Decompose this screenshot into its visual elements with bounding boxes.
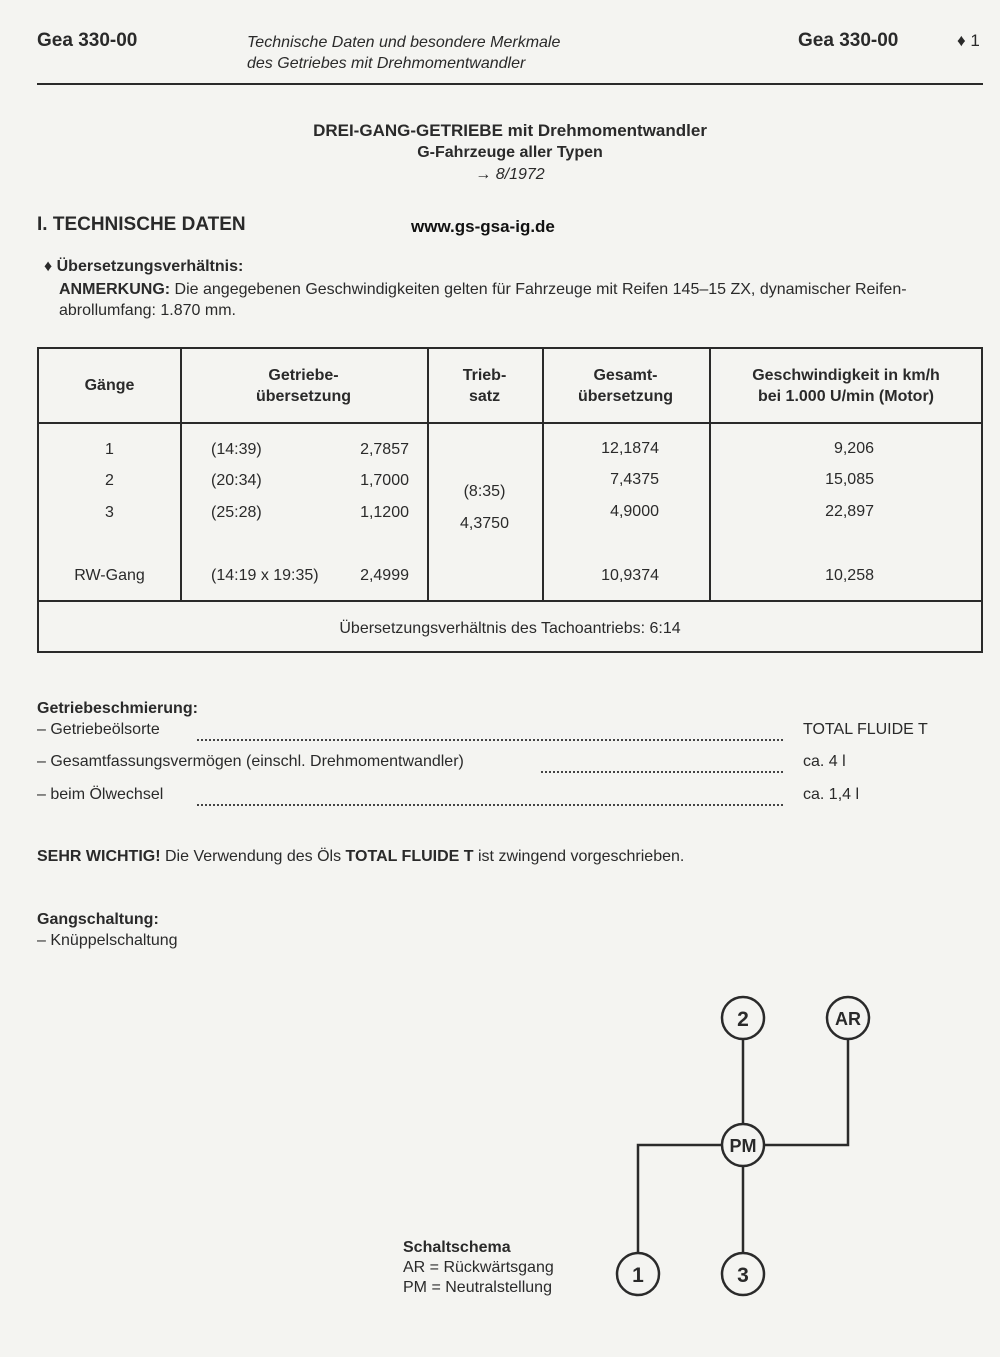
cell-ratio: 1,1200 — [360, 504, 409, 521]
note-text: Die angegebenen Geschwindigkeiten gelten für Fahrzeuge mit Reifen 145–15 ZX, dynamischer Reifenabrollumfang: 1.870 mm. — [59, 281, 907, 319]
legend-ar: AR = Rückwärtsgang — [403, 1259, 554, 1276]
cell-total: 10,9374 — [601, 567, 659, 584]
lubrication-value: ca. 1,4 l — [803, 786, 860, 803]
header-subtitle-line2: des Getriebes mit Drehmomentwandler — [247, 55, 526, 72]
gate-line — [764, 1040, 848, 1145]
header-gearbox-ratio — [180, 365, 427, 407]
document-code-right: Gea 330-00 — [798, 30, 899, 51]
header-drive-line1: Trieb- — [462, 367, 507, 384]
node-label: 2 — [737, 1008, 749, 1031]
cell-gear: RW-Gang — [74, 567, 145, 584]
lubrication-item — [37, 753, 983, 775]
header-gearbox-ratio-line1: Getriebe- — [268, 367, 339, 384]
lubrication-label: – Gesamtfassungsvermögen (einschl. Drehmomentwandler) — [37, 753, 464, 770]
notice-emphasis: SEHR WICHTIG! — [37, 848, 161, 865]
section-title: I. TECHNISCHE DATEN — [37, 214, 246, 235]
lubrication-label: – Getriebeölsorte — [37, 721, 160, 738]
shift-pattern-diagram — [600, 985, 890, 1315]
lubrication-value: TOTAL FLUIDE T — [803, 721, 928, 738]
legend-title: Schaltschema — [403, 1239, 511, 1256]
note-label: ANMERKUNG: — [59, 281, 171, 298]
cell-ratio: 2,7857 — [360, 441, 409, 458]
lubrication-item — [37, 721, 983, 743]
document-title — [0, 120, 1000, 186]
notice-text-end: ist zwingend vorgeschrieben. — [473, 848, 685, 865]
cell-total: 4,9000 — [610, 503, 659, 520]
cell-gear: 2 — [105, 472, 114, 489]
cell-drive-teeth: (8:35) — [463, 483, 506, 500]
cell-teeth: (14:19 x 19:35) — [211, 567, 319, 584]
cell-teeth: (25:28) — [211, 504, 262, 521]
node-label: AR — [835, 1009, 861, 1029]
cell-gear: 1 — [105, 441, 114, 458]
dot-leader — [541, 757, 783, 773]
document-code-left: Gea 330-00 — [37, 30, 138, 51]
title-line1: DREI-GANG-GETRIEBE mit Drehmomentwandler — [313, 121, 707, 140]
cell-gear: 3 — [105, 504, 114, 521]
header-divider — [37, 83, 983, 85]
cell-speed: 10,258 — [825, 567, 874, 584]
legend-pm: PM = Neutralstellung — [403, 1279, 552, 1296]
notice-oil-name: TOTAL FLUIDE T — [345, 848, 474, 865]
header-subtitle-line1: Technische Daten und besondere Merkmale — [247, 34, 561, 51]
dot-leader — [197, 790, 783, 806]
cell-ratio: 2,4999 — [360, 567, 409, 584]
cell-speed: 15,085 — [825, 471, 874, 488]
lubrication-value: ca. 4 l — [803, 753, 846, 770]
gear-ratio-table — [37, 347, 983, 653]
cell-total: 7,4375 — [610, 471, 659, 488]
cell-speed: 9,206 — [833, 440, 874, 457]
header-speed-line2: bei 1.000 U/min (Motor) — [757, 388, 935, 405]
gearshift-heading: Gangschaltung: — [37, 911, 159, 928]
ratio-note — [59, 279, 984, 321]
cell-teeth: (14:39) — [211, 441, 262, 458]
website-link[interactable]: www.gs-gsa-ig.de — [411, 217, 555, 236]
header-total-ratio-line2: übersetzung — [577, 388, 674, 405]
cell-teeth: (20:34) — [211, 472, 262, 489]
header-drive-line2: satz — [468, 388, 501, 405]
header-total-ratio — [542, 365, 709, 407]
notice-text: Die Verwendung des Öls — [160, 848, 346, 865]
gearshift-item: – Knüppelschaltung — [37, 932, 178, 949]
gate-line — [638, 1145, 722, 1252]
title-line2: G-Fahrzeuge aller Typen — [417, 144, 603, 161]
lubrication-label: – beim Ölwechsel — [37, 786, 164, 803]
dot-leader — [197, 725, 783, 741]
ratio-heading: ♦ Übersetzungsverhältnis: — [44, 258, 244, 275]
diagram-legend — [403, 1238, 554, 1298]
cell-speed: 22,897 — [825, 503, 874, 520]
table-footer-note: Übersetzungsverhältnis des Tachoantriebs: 6:14 — [339, 620, 681, 637]
title-line3: → 8/1972 — [475, 166, 545, 183]
important-notice — [37, 848, 684, 866]
cell-drive-ratio: 4,3750 — [460, 515, 509, 532]
lubrication-heading: Getriebeschmierung: — [37, 700, 198, 717]
header-gearbox-ratio-line2: übersetzung — [255, 388, 352, 405]
lubrication-item — [37, 786, 983, 808]
header-drive — [427, 365, 542, 407]
header-subtitle — [247, 32, 560, 74]
header-speed-line1: Geschwindigkeit in km/h — [752, 367, 940, 384]
header-speed — [709, 365, 983, 407]
cell-total: 12,1874 — [601, 440, 659, 457]
node-label: PM — [729, 1136, 757, 1156]
node-label: 3 — [737, 1264, 749, 1287]
node-label: 1 — [632, 1264, 644, 1287]
header-gears: Gänge — [84, 377, 135, 394]
page-number: ♦ 1 — [957, 31, 980, 50]
header-total-ratio-line1: Gesamt- — [593, 367, 658, 384]
cell-ratio: 1,7000 — [360, 472, 409, 489]
